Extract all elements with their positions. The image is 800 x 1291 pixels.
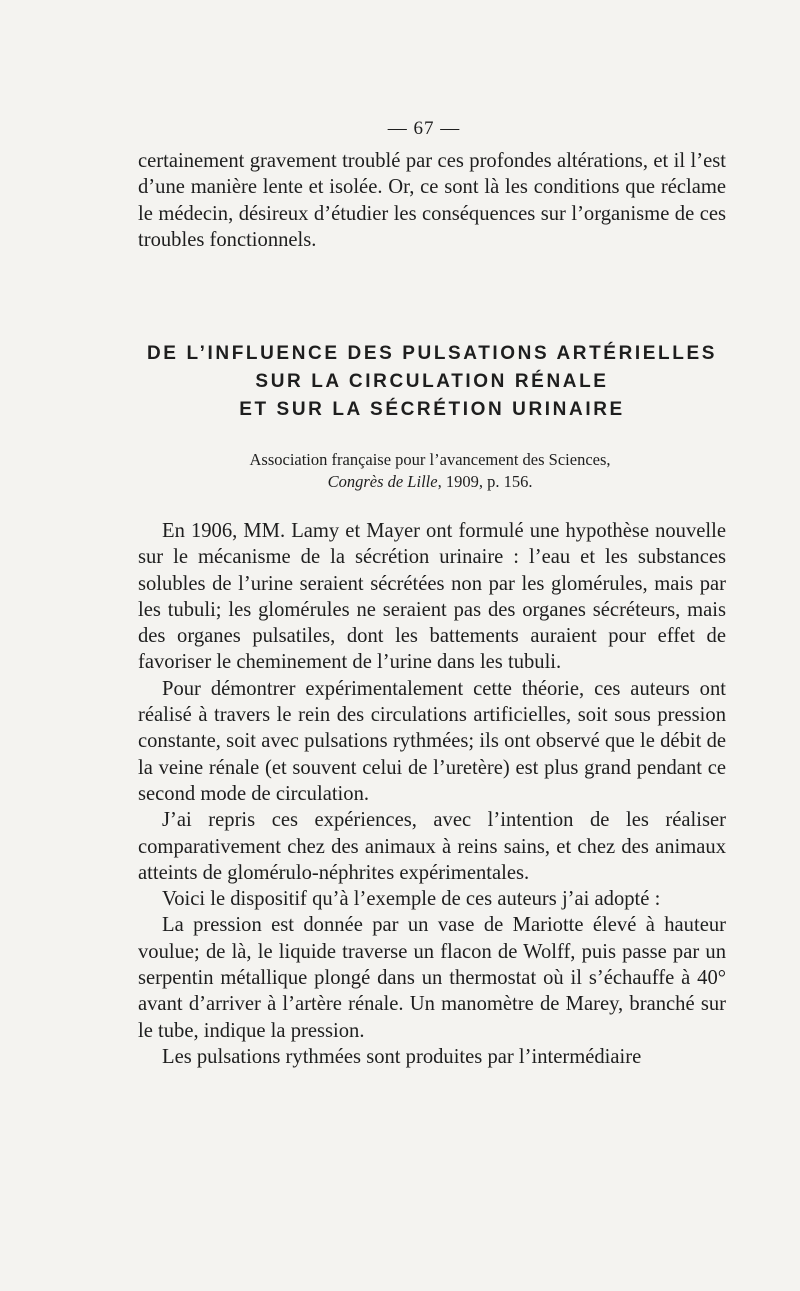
heading-line-2: SUR LA CIRCULATION RÉNALE (255, 371, 609, 392)
section-heading (130, 340, 734, 424)
paragraph-3: J’ai repris ces expériences, avec l’intention de les réaliser comparativement chez des animaux à reins sains, et chez des animaux atteints de glomérulo-néphrites expérimentales. (138, 809, 726, 884)
citation-details: , 1909, p. 156. (437, 472, 533, 491)
intro-text: certainement gravement troublé par ces profondes altérations, et il l’est d’une manière lente et isolée. Or, ce sont là les conditions que réclame le médecin, désireux d’étudier les conséquences sur l’organisme de ces troubles fonctionnels. (138, 150, 726, 251)
citation-congress: Congrès de Lille (327, 472, 438, 491)
paragraph-4: Voici le dispositif qu’à l’exemple de ces auteurs j’ai adopté : (162, 888, 661, 911)
citation-line-2 (150, 471, 710, 493)
paragraph-6: Les pulsations rythmées sont produites par l’intermédiaire (162, 1045, 642, 1068)
page-number: — 67 — (387, 118, 461, 139)
paragraph-1: En 1906, MM. Lamy et Mayer ont formulé une hypothèse nouvelle sur le mécanisme de la sécrétion urinaire : l’eau et les substances solubles de l’urine seraient sécrétées non par les glomérules, mais par les tubuli; les glomérules ne seraient pas des organes sécréteurs, mais des organes pulsatiles, dont les battements auraient pour effet de favoriser le cheminement de l’urine dans les tubuli. (138, 520, 726, 674)
citation-line-1: Association française pour l’avancement des Sciences, (249, 450, 611, 469)
heading-line-1: DE L’INFLUENCE DES PULSATIONS ARTÉRIELLES (146, 343, 718, 364)
intro-paragraph (138, 148, 726, 253)
citation (150, 449, 710, 493)
paragraph-2: Pour démontrer expérimentalement cette théorie, ces auteurs ont réalisé à travers le rein des circulations artificielles, soit sous pression constante, soit avec pulsations rythmées; ils ont observé que le débit de la veine rénale (et souvent celui de l’uretère) est plus grand pendant ce second mode de circulation. (138, 677, 726, 805)
body-text (138, 518, 726, 1070)
paragraph-5: La pression est donnée par un vase de Mariotte élevé à hauteur voulue; de là, le liquide traverse un flacon de Wolff, puis passe par un serpentin métallique plongé dans un thermostat où il s’échauffe à 40° avant d’arriver à l’artère rénale. Un manomètre de Marey, branché sur le tube, indique la pression. (138, 914, 726, 1042)
heading-line-3: ET SUR LA SÉCRÉTION URINAIRE (239, 399, 625, 420)
